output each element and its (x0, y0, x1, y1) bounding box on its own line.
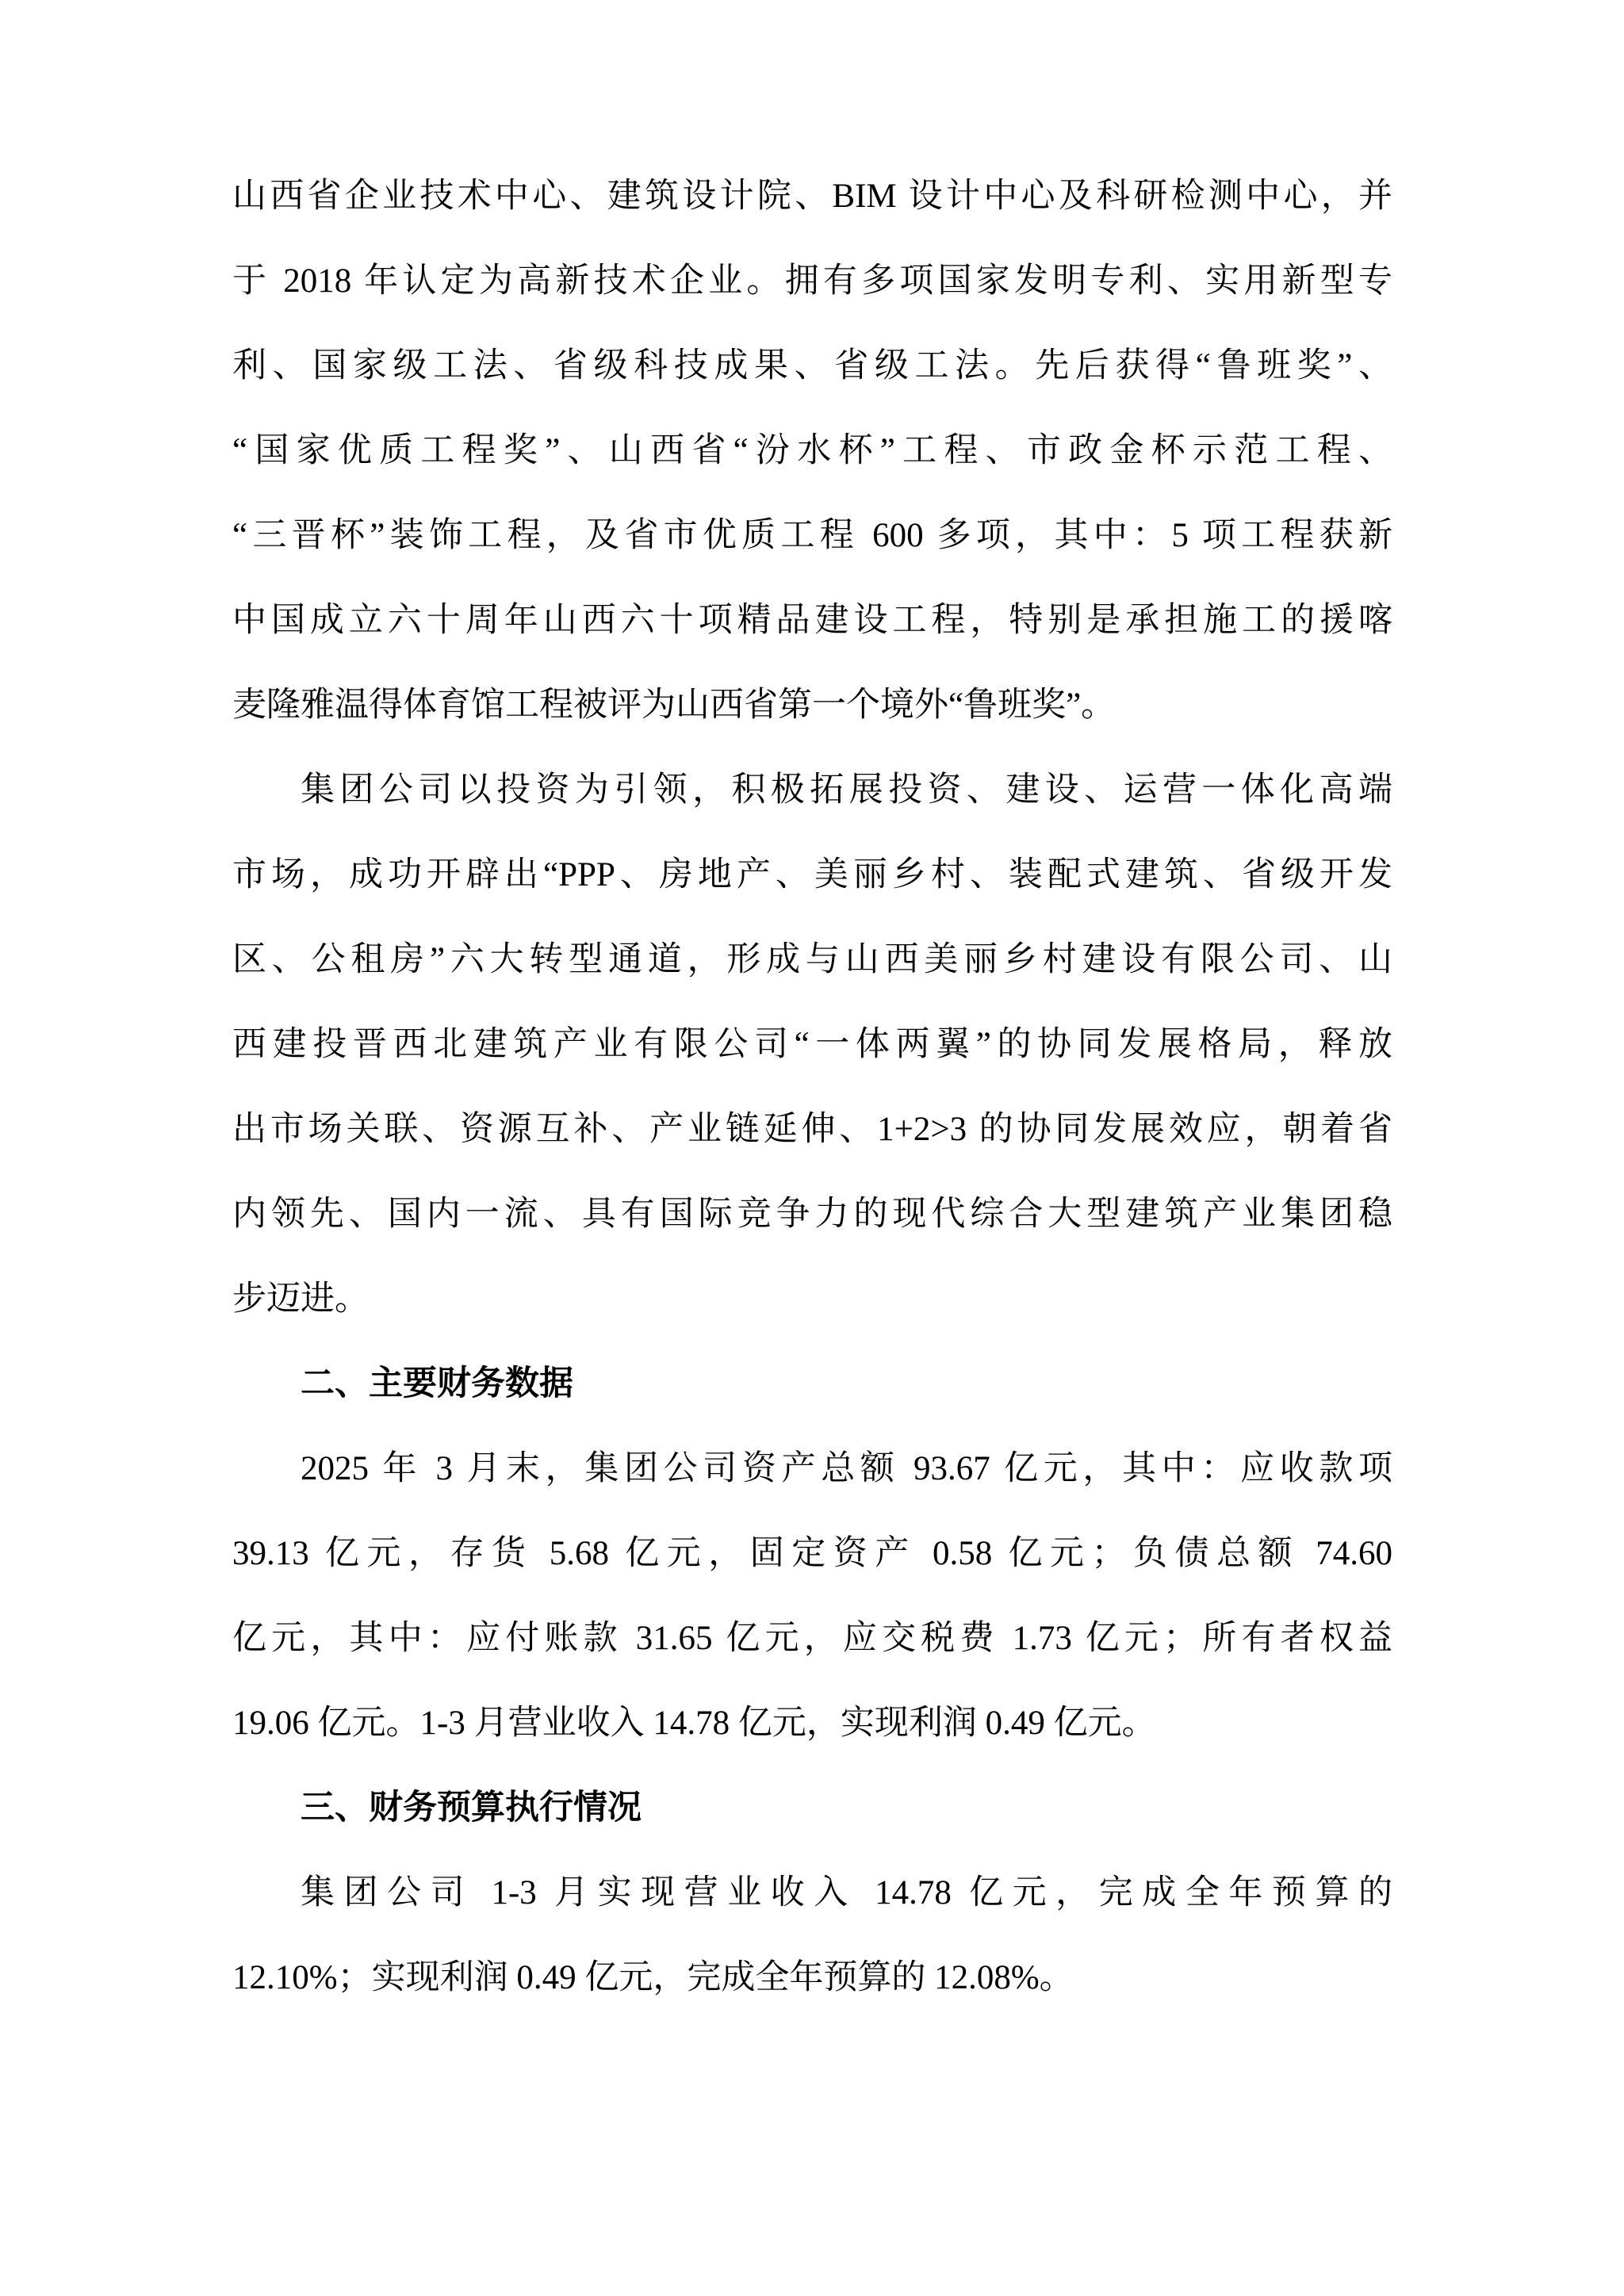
text-line: 山西省企业技术中心、建筑设计院、BIM 设计中心及科研检测中心，并 (232, 178, 1392, 215)
text-line: 集团公司 1-3 月实现营业收入 14.78 亿元，完成全年预算的 (301, 1874, 1392, 1911)
text-line: 市场，成功开辟出“PPP、房地产、美丽乡村、装配式建筑、省级开发 (232, 856, 1392, 894)
text-line: 中国成立六十周年山西六十项精品建设工程，特别是承担施工的援喀 (232, 602, 1392, 639)
text-line: 内领先、国内一流、具有国际竞争力的现代综合大型建筑产业集团稳 (232, 1196, 1392, 1233)
text-line: 出市场关联、资源互补、产业链延伸、1+2>3 的协同发展效应，朝着省 (232, 1111, 1392, 1148)
text-line: 麦隆雅温得体育馆工程被评为山西省第一个境外“鲁班奖”。 (232, 687, 1116, 724)
text-line: 2025 年 3 月末，集团公司资产总额 93.67 亿元，其中：应收款项 (301, 1450, 1392, 1487)
page-content (232, 154, 1392, 2020)
text-line: 西建投晋西北建筑产业有限公司“一体两翼”的协同发展格局，释放 (232, 1026, 1392, 1063)
text-line: 39.13 亿元，存货 5.68 亿元，固定资产 0.58 亿元；负债总额 74.60 (232, 1535, 1392, 1572)
section-heading-main-financial-data: 二、主要财务数据 (301, 1365, 573, 1402)
text-line: 利、国家级工法、省级科技成果、省级工法。先后获得“鲁班奖”、 (232, 347, 1392, 385)
section-heading-budget-execution: 三、财务预算执行情况 (301, 1789, 642, 1827)
text-line: 集团公司以投资为引领，积极拓展投资、建设、运营一体化高端 (301, 771, 1392, 809)
text-line: 区、公租房”六大转型通道，形成与山西美丽乡村建设有限公司、山 (232, 941, 1392, 978)
text-line: “国家优质工程奖”、山西省“汾水杯”工程、市政金杯示范工程、 (232, 432, 1392, 469)
text-line: “三晋杯”装饰工程，及省市优质工程 600 多项，其中：5 项工程获新 (232, 517, 1392, 554)
text-line: 12.10%；实现利润 0.49 亿元，完成全年预算的 12.08%。 (232, 1959, 1074, 1996)
text-line: 步迈进。 (232, 1280, 369, 1318)
text-line: 19.06 亿元。1-3 月营业收入 14.78 亿元，实现利润 0.49 亿元。 (232, 1705, 1156, 1742)
text-line: 亿元，其中：应付账款 31.65 亿元，应交税费 1.73 亿元；所有者权益 (232, 1620, 1392, 1657)
text-line: 于 2018 年认定为高新技术企业。拥有多项国家发明专利、实用新型专 (232, 262, 1392, 300)
